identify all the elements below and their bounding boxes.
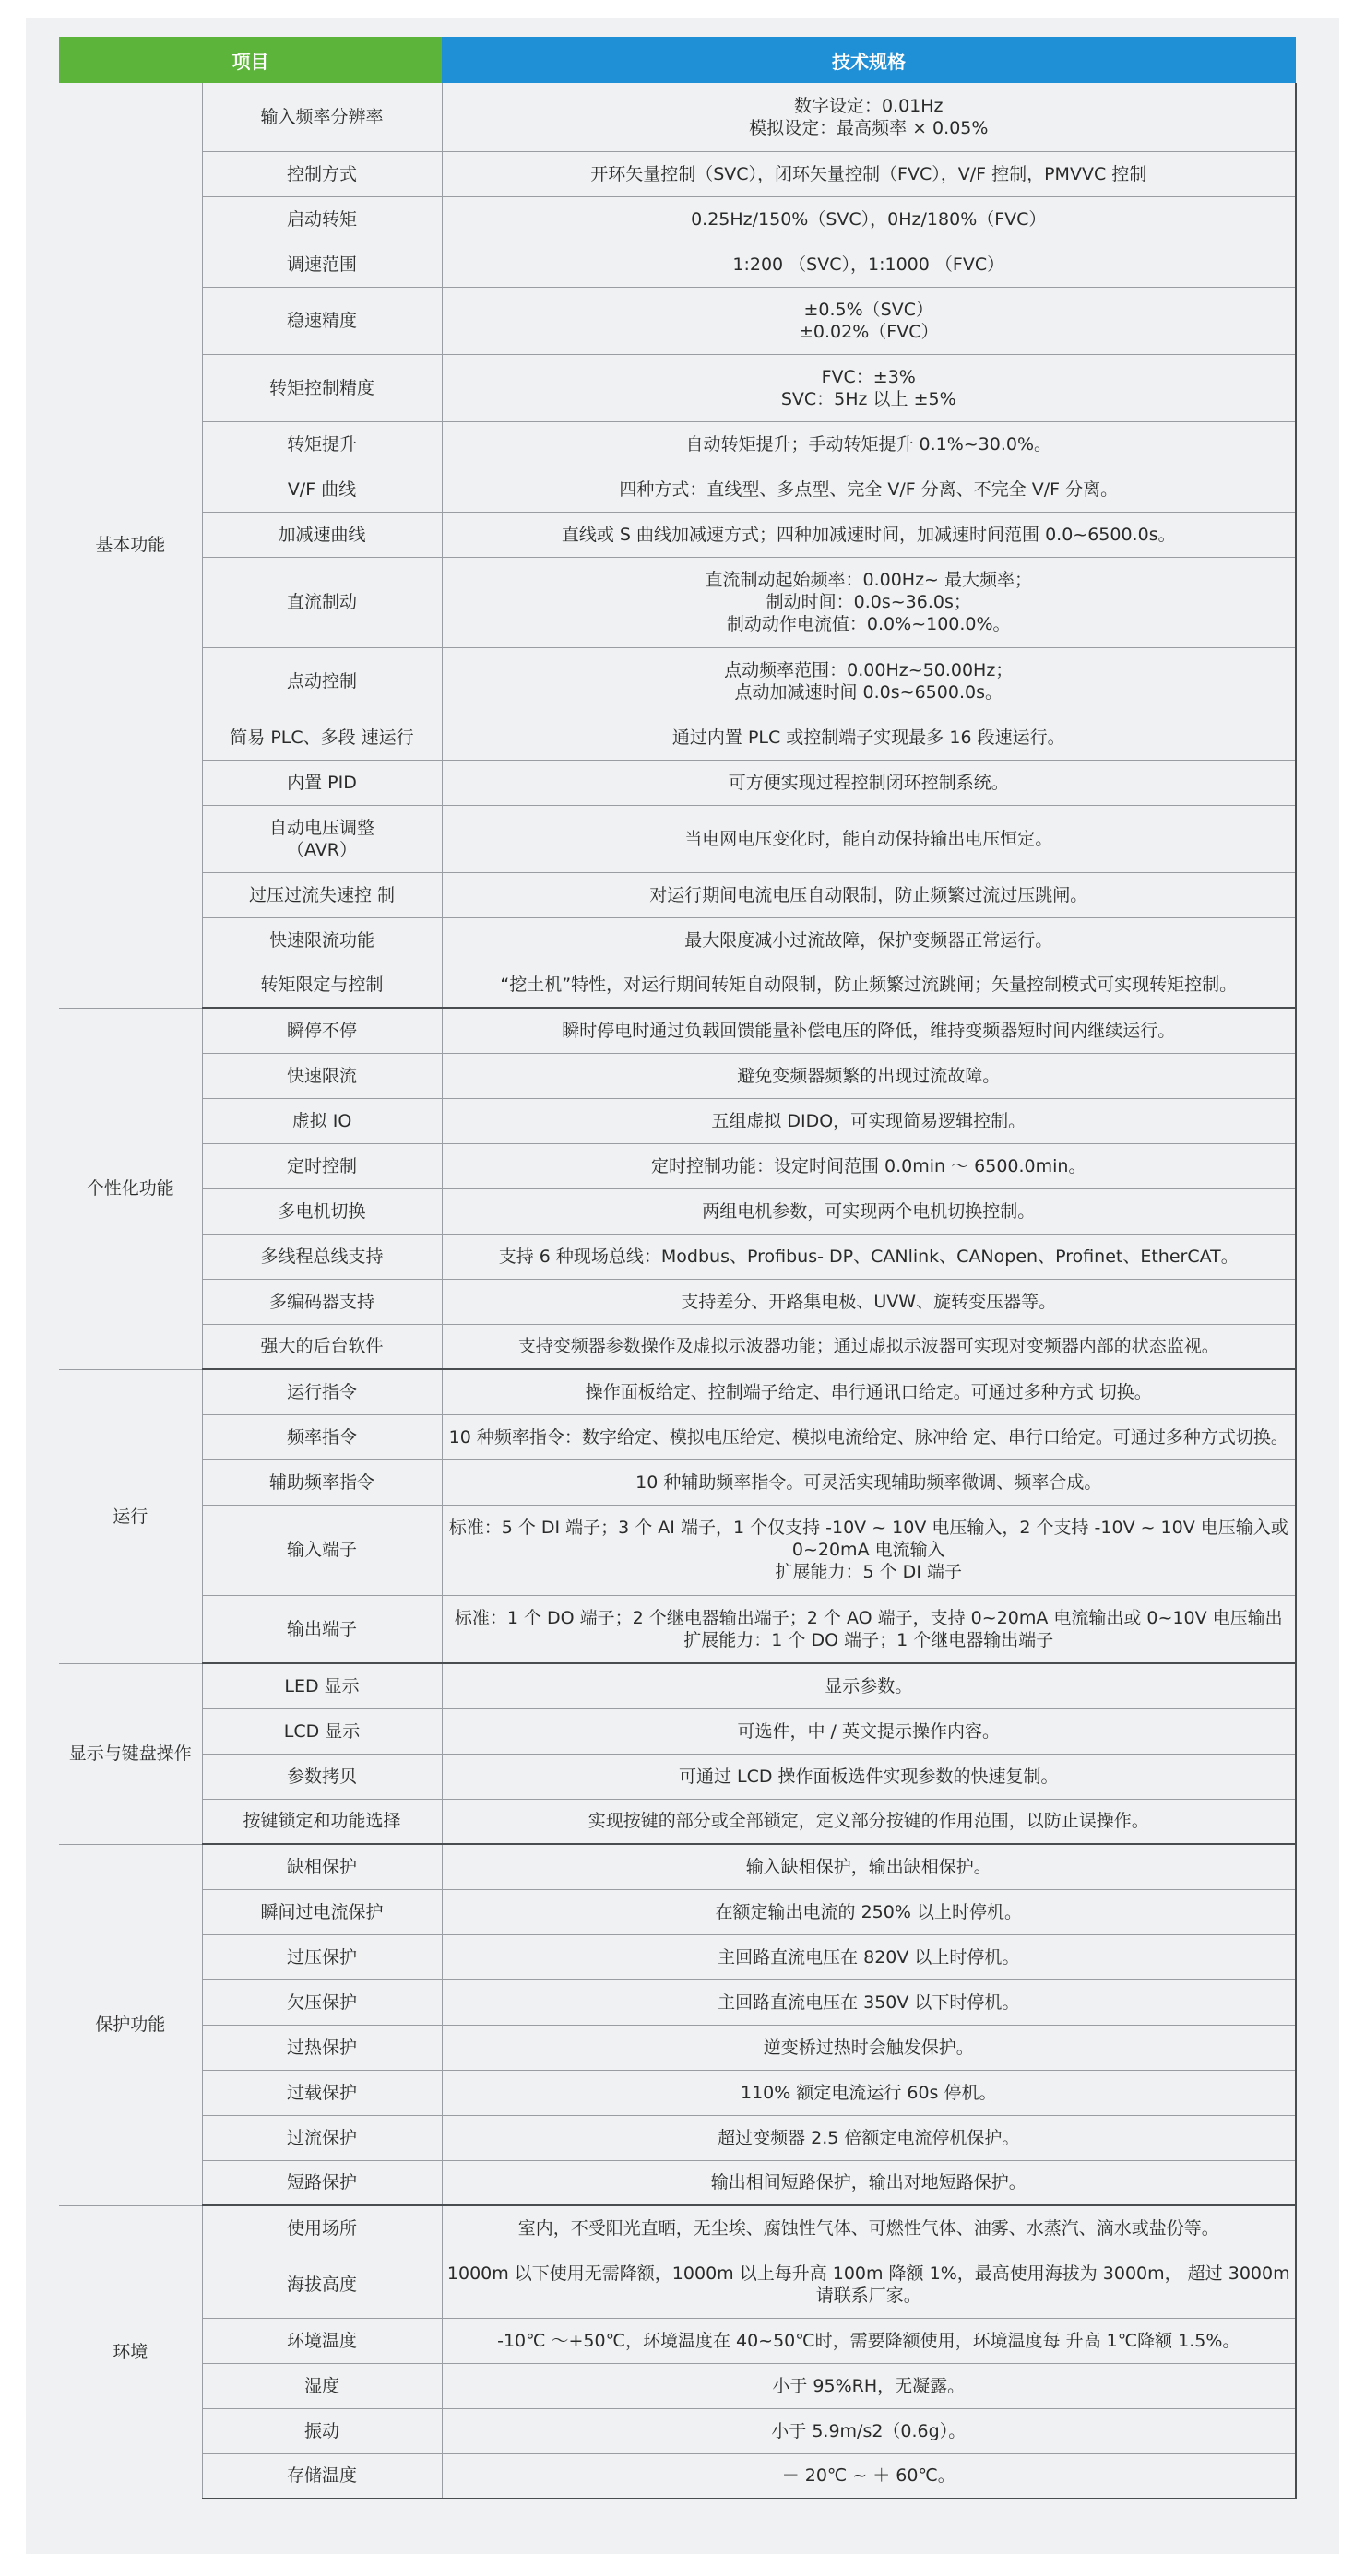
table-row: [59, 2115, 1296, 2160]
item-name-cell: 虚拟 IO: [202, 1098, 442, 1143]
spec-value-cell: 室内，不受阳光直晒，无尘埃、腐蚀性气体、可燃性气体、油雾、水蒸汽、滴水或盐份等。: [442, 2205, 1296, 2251]
spec-value-cell: FVC：±3% SVC：5Hz 以上 ±5%: [442, 354, 1296, 421]
table-row: [59, 2251, 1296, 2318]
spec-value-cell: 支持 6 种现场总线：Modbus、Profibus- DP、CANlink、CANopen、Profinet、EtherCAT。: [442, 1234, 1296, 1279]
category-cell: 基本功能: [59, 83, 202, 1008]
item-name-cell: 内置 PID: [202, 760, 442, 805]
table-row: [59, 760, 1296, 805]
spec-value-cell: 小于 95%RH，无凝露。: [442, 2363, 1296, 2408]
spec-value-cell: 逆变桥过热时会触发保护。: [442, 2025, 1296, 2070]
item-name-cell: 过压过流失速控 制: [202, 872, 442, 917]
spec-value-cell: 1000m 以下使用无需降额，1000m 以上每升高 100m 降额 1%，最高使用海拔为 3000m， 超过 3000m 请联系厂家。: [442, 2251, 1296, 2318]
spec-value-cell: 小于 5.9m/s2（0.6g）。: [442, 2408, 1296, 2453]
table-row: [59, 872, 1296, 917]
item-name-cell: 多电机切换: [202, 1188, 442, 1234]
spec-page: [26, 18, 1339, 2554]
spec-value-cell: 当电网电压变化时，能自动保持输出电压恒定。: [442, 805, 1296, 872]
table-row: [59, 1889, 1296, 1934]
table-row: [59, 2160, 1296, 2205]
spec-value-cell: 输入缺相保护，输出缺相保护。: [442, 1844, 1296, 1889]
category-cell: 个性化功能: [59, 1008, 202, 1369]
spec-value-cell: 对运行期间电流电压自动限制，防止频繁过流过压跳闸。: [442, 872, 1296, 917]
table-row: [59, 421, 1296, 467]
table-row: [59, 1754, 1296, 1799]
spec-value-cell: 点动频率范围：0.00Hz~50.00Hz； 点动加减速时间 0.0s~6500.0s。: [442, 647, 1296, 715]
item-name-cell: 使用场所: [202, 2205, 442, 2251]
item-name-cell: 多编码器支持: [202, 1279, 442, 1324]
spec-value-cell: -10℃ ～+50℃，环境温度在 40~50℃时，需要降额使用，环境温度每 升高 1℃降额 1.5%。: [442, 2318, 1296, 2363]
table-row: [59, 467, 1296, 512]
item-name-cell: LCD 显示: [202, 1708, 442, 1754]
spec-value-cell: 操作面板给定、控制端子给定、串行通讯口给定。可通过多种方式 切换。: [442, 1369, 1296, 1414]
item-name-cell: 直流制动: [202, 557, 442, 647]
spec-value-cell: 标准：5 个 DI 端子；3 个 AI 端子，1 个仅支持 -10V ~ 10V 电压输入，2 个支持 -10V ~ 10V 电压输入或 0~20mA 电流输入 扩展能力：5 个 DI 端子: [442, 1505, 1296, 1595]
table-row: [59, 2453, 1296, 2499]
item-name-cell: 控制方式: [202, 151, 442, 196]
item-name-cell: 转矩控制精度: [202, 354, 442, 421]
table-row: [59, 1595, 1296, 1663]
item-name-cell: 按键锁定和功能选择: [202, 1799, 442, 1844]
table-row: [59, 805, 1296, 872]
category-cell: 显示与键盘操作: [59, 1663, 202, 1844]
spec-value-cell: － 20℃ ~ ＋ 60℃。: [442, 2453, 1296, 2499]
spec-value-cell: 可方便实现过程控制闭环控制系统。: [442, 760, 1296, 805]
spec-value-cell: 最大限度减小过流故障，保护变频器正常运行。: [442, 917, 1296, 963]
spec-value-cell: 实现按键的部分或全部锁定，定义部分按键的作用范围，以防止误操作。: [442, 1799, 1296, 1844]
table-row: [59, 1459, 1296, 1505]
spec-value-cell: 两组电机参数，可实现两个电机切换控制。: [442, 1188, 1296, 1234]
table-row: [59, 354, 1296, 421]
spec-value-cell: 标准：1 个 DO 端子；2 个继电器输出端子；2 个 AO 端子，支持 0~20mA 电流输出或 0~10V 电压输出 扩展能力：1 个 DO 端子；1 个继电器输出端子: [442, 1595, 1296, 1663]
table-row: [59, 1934, 1296, 1979]
spec-value-cell: 10 种辅助频率指令。可灵活实现辅助频率微调、频率合成。: [442, 1459, 1296, 1505]
spec-value-cell: 主回路直流电压在 820V 以上时停机。: [442, 1934, 1296, 1979]
item-name-cell: 快速限流: [202, 1053, 442, 1098]
table-row: [59, 1505, 1296, 1595]
item-name-cell: 调速范围: [202, 242, 442, 287]
table-row: [59, 287, 1296, 354]
item-name-cell: 短路保护: [202, 2160, 442, 2205]
category-cell: 运行: [59, 1369, 202, 1663]
item-name-cell: 辅助频率指令: [202, 1459, 442, 1505]
item-name-cell: 振动: [202, 2408, 442, 2453]
table-row: [59, 1414, 1296, 1459]
spec-value-cell: 支持变频器参数操作及虚拟示波器功能；通过虚拟示波器可实现对变频器内部的状态监视。: [442, 1324, 1296, 1369]
spec-value-cell: 瞬时停电时通过负载回馈能量补偿电压的降低，维持变频器短时间内继续运行。: [442, 1008, 1296, 1053]
table-row: [59, 1188, 1296, 1234]
item-name-cell: 启动转矩: [202, 196, 442, 242]
spec-value-cell: 10 种频率指令：数字给定、模拟电压给定、模拟电流给定、脉冲给 定、串行口给定。可通过多种方式切换。: [442, 1414, 1296, 1459]
spec-value-cell: 110% 额定电流运行 60s 停机。: [442, 2070, 1296, 2115]
item-name-cell: 输入端子: [202, 1505, 442, 1595]
spec-value-cell: 显示参数。: [442, 1663, 1296, 1708]
item-name-cell: 瞬停不停: [202, 1008, 442, 1053]
spec-value-cell: 可通过 LCD 操作面板选件实现参数的快速复制。: [442, 1754, 1296, 1799]
table-row: [59, 1663, 1296, 1708]
spec-value-cell: 直线或 S 曲线加减速方式；四种加减速时间，加减速时间范围 0.0~6500.0s。: [442, 512, 1296, 557]
spec-value-cell: 0.25Hz/150%（SVC），0Hz/180%（FVC）: [442, 196, 1296, 242]
table-row: [59, 2363, 1296, 2408]
item-name-cell: 强大的后台软件: [202, 1324, 442, 1369]
item-name-cell: 输入频率分辨率: [202, 83, 442, 151]
spec-value-cell: 开环矢量控制（SVC），闭环矢量控制（FVC），V/F 控制，PMVVC 控制: [442, 151, 1296, 196]
category-cell: 保护功能: [59, 1844, 202, 2205]
table-row: [59, 1979, 1296, 2025]
table-row: [59, 2318, 1296, 2363]
item-name-cell: 频率指令: [202, 1414, 442, 1459]
spec-value-cell: ±0.5%（SVC） ±0.02%（FVC）: [442, 287, 1296, 354]
table-row: [59, 963, 1296, 1008]
table-row: [59, 151, 1296, 196]
table-row: [59, 1279, 1296, 1324]
item-name-cell: 自动电压调整 （AVR）: [202, 805, 442, 872]
table-row: [59, 715, 1296, 760]
item-name-cell: LED 显示: [202, 1663, 442, 1708]
item-name-cell: 海拔高度: [202, 2251, 442, 2318]
item-name-cell: 定时控制: [202, 1143, 442, 1188]
spec-table: [59, 37, 1297, 2499]
table-row: [59, 1143, 1296, 1188]
table-row: [59, 917, 1296, 963]
header-item: 项目: [59, 37, 442, 83]
category-cell: 环境: [59, 2205, 202, 2499]
spec-value-cell: 定时控制功能：设定时间范围 0.0min ～ 6500.0min。: [442, 1143, 1296, 1188]
item-name-cell: 过压保护: [202, 1934, 442, 1979]
table-row: [59, 2408, 1296, 2453]
table-header-row: [59, 37, 1296, 83]
item-name-cell: 环境温度: [202, 2318, 442, 2363]
spec-value-cell: 自动转矩提升；手动转矩提升 0.1%~30.0%。: [442, 421, 1296, 467]
item-name-cell: 稳速精度: [202, 287, 442, 354]
table-row: [59, 557, 1296, 647]
spec-value-cell: 可选件，中 / 英文提示操作内容。: [442, 1708, 1296, 1754]
table-row: [59, 1234, 1296, 1279]
item-name-cell: 点动控制: [202, 647, 442, 715]
item-name-cell: 欠压保护: [202, 1979, 442, 2025]
spec-value-cell: 五组虚拟 DIDO，可实现简易逻辑控制。: [442, 1098, 1296, 1143]
item-name-cell: 多线程总线支持: [202, 1234, 442, 1279]
table-row: [59, 1844, 1296, 1889]
item-name-cell: 过热保护: [202, 2025, 442, 2070]
table-row: [59, 512, 1296, 557]
table-row: [59, 242, 1296, 287]
spec-value-cell: 四种方式：直线型、多点型、完全 V/F 分离、不完全 V/F 分离。: [442, 467, 1296, 512]
item-name-cell: 过载保护: [202, 2070, 442, 2115]
item-name-cell: 运行指令: [202, 1369, 442, 1414]
table-row: [59, 647, 1296, 715]
item-name-cell: 湿度: [202, 2363, 442, 2408]
table-row: [59, 2025, 1296, 2070]
table-row: [59, 2070, 1296, 2115]
spec-value-cell: 超过变频器 2.5 倍额定电流停机保护。: [442, 2115, 1296, 2160]
item-name-cell: 加减速曲线: [202, 512, 442, 557]
header-spec: 技术规格: [442, 37, 1296, 83]
item-name-cell: 转矩提升: [202, 421, 442, 467]
spec-value-cell: “挖土机”特性，对运行期间转矩自动限制，防止频繁过流跳闸；矢量控制模式可实现转矩控制。: [442, 963, 1296, 1008]
table-row: [59, 1799, 1296, 1844]
table-row: [59, 1008, 1296, 1053]
spec-value-cell: 在额定输出电流的 250% 以上时停机。: [442, 1889, 1296, 1934]
spec-value-cell: 避免变频器频繁的出现过流故障。: [442, 1053, 1296, 1098]
table-row: [59, 1098, 1296, 1143]
item-name-cell: 过流保护: [202, 2115, 442, 2160]
table-row: [59, 1053, 1296, 1098]
table-row: [59, 1369, 1296, 1414]
table-row: [59, 1324, 1296, 1369]
spec-value-cell: 主回路直流电压在 350V 以下时停机。: [442, 1979, 1296, 2025]
spec-value-cell: 输出相间短路保护，输出对地短路保护。: [442, 2160, 1296, 2205]
table-row: [59, 83, 1296, 151]
spec-value-cell: 支持差分、开路集电极、UVW、旋转变压器等。: [442, 1279, 1296, 1324]
spec-value-cell: 1:200 （SVC），1:1000 （FVC）: [442, 242, 1296, 287]
item-name-cell: 简易 PLC、多段 速运行: [202, 715, 442, 760]
table-row: [59, 2205, 1296, 2251]
table-row: [59, 1708, 1296, 1754]
item-name-cell: V/F 曲线: [202, 467, 442, 512]
item-name-cell: 存储温度: [202, 2453, 442, 2499]
spec-value-cell: 数字设定：0.01Hz 模拟设定：最高频率 × 0.05%: [442, 83, 1296, 151]
item-name-cell: 缺相保护: [202, 1844, 442, 1889]
spec-value-cell: 通过内置 PLC 或控制端子实现最多 16 段速运行。: [442, 715, 1296, 760]
item-name-cell: 参数拷贝: [202, 1754, 442, 1799]
spec-table-body: [59, 83, 1296, 2499]
table-row: [59, 196, 1296, 242]
item-name-cell: 输出端子: [202, 1595, 442, 1663]
item-name-cell: 瞬间过电流保护: [202, 1889, 442, 1934]
item-name-cell: 快速限流功能: [202, 917, 442, 963]
item-name-cell: 转矩限定与控制: [202, 963, 442, 1008]
spec-value-cell: 直流制动起始频率：0.00Hz~ 最大频率； 制动时间：0.0s~36.0s； 制动动作电流值：0.0%~100.0%。: [442, 557, 1296, 647]
